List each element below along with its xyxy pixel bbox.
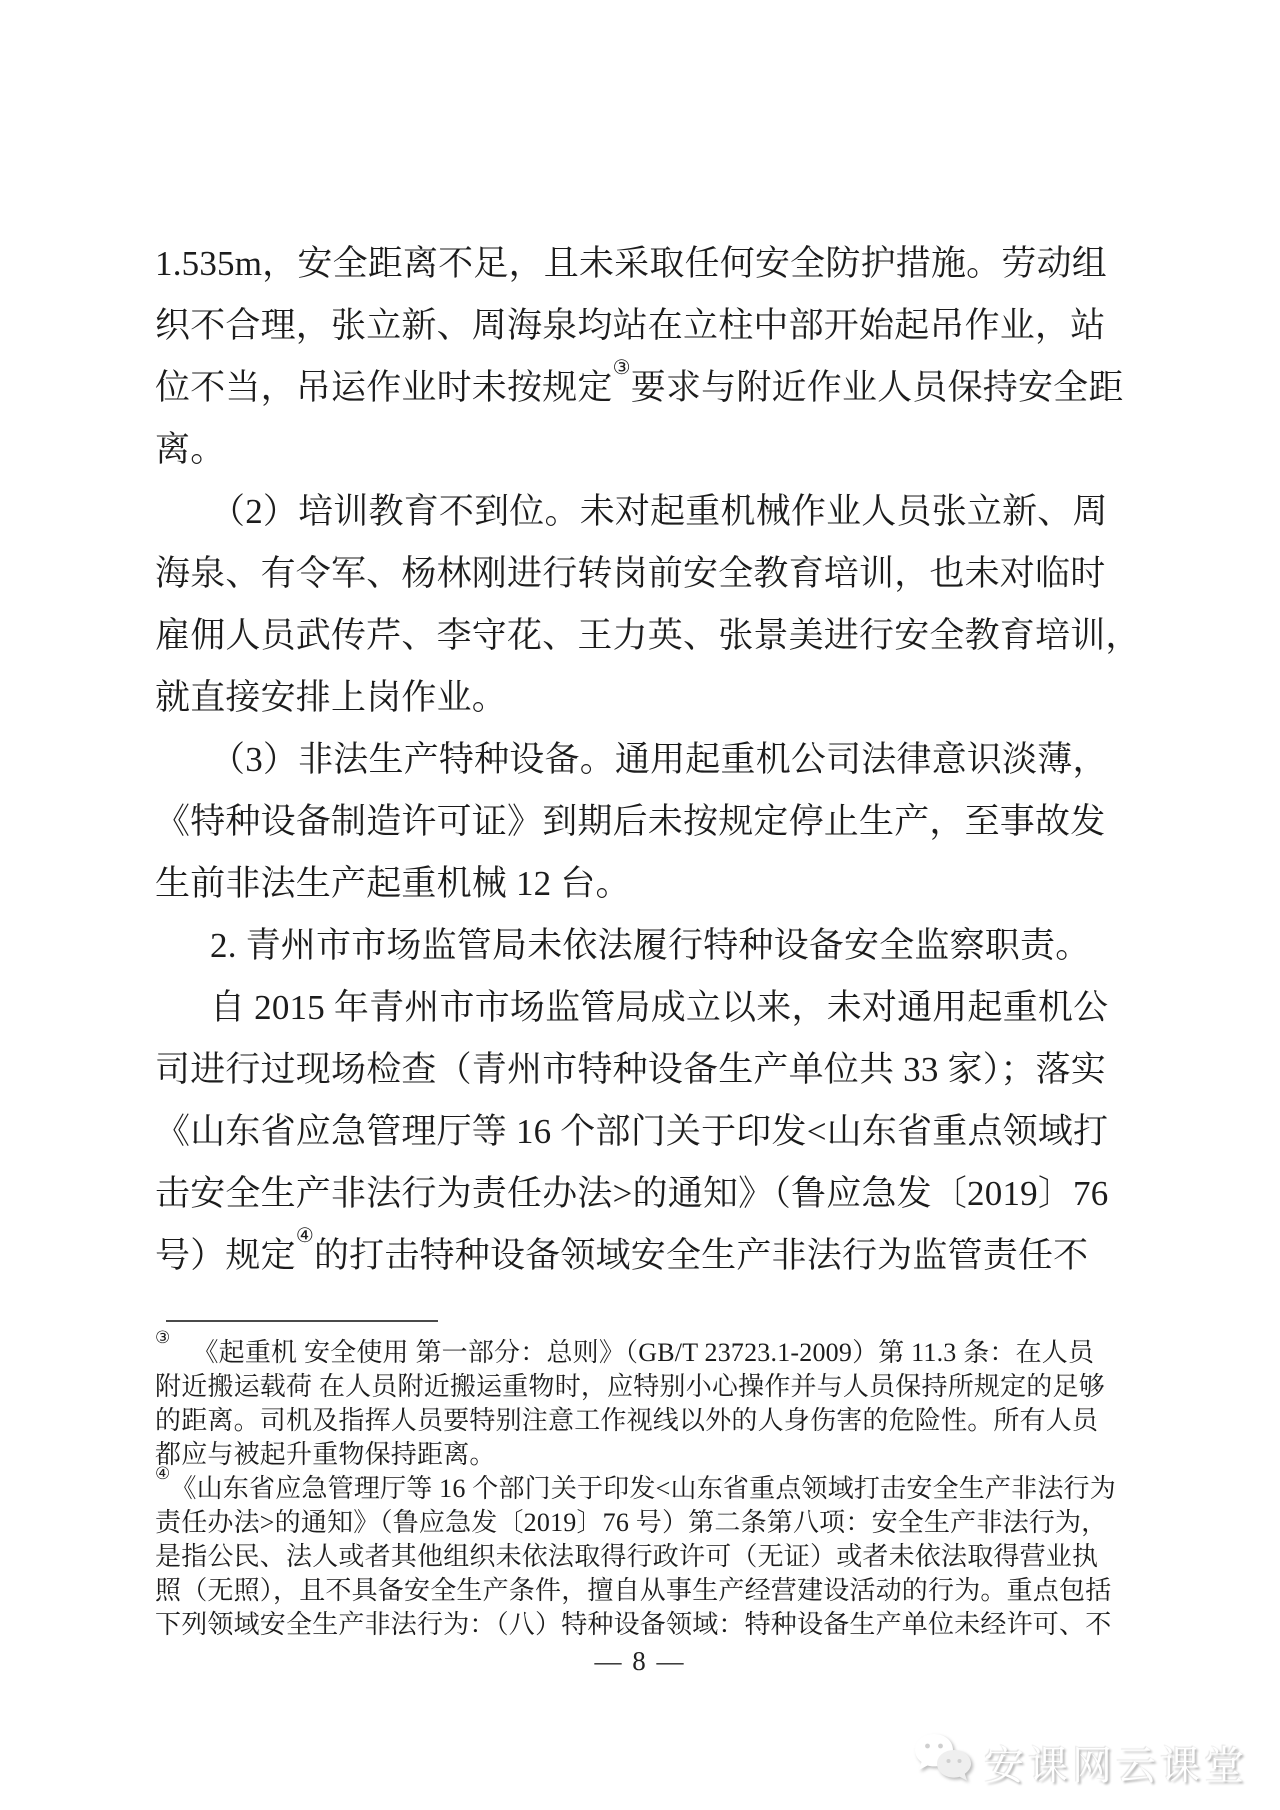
body-line: 《山东省应急管理厅等 16 个部门关于印发<山东省重点领域打 — [155, 1112, 1109, 1151]
body-line: 离。 — [155, 430, 226, 469]
body-line: 自 2015 年青州市市场监管局成立以来，未对通用起重机公 — [210, 988, 1109, 1027]
body-text — [155, 233, 1141, 1287]
footnote-line: 是指公民、法人或者其他组织未依法取得行政许可（无证）或者未依法取得营业执 — [155, 1542, 1099, 1571]
footnote-line — [155, 1328, 1115, 1370]
chat-bubbles-icon — [912, 1728, 974, 1797]
footnote-ref-3: ③ — [612, 357, 631, 380]
body-line: 1.535m，安全距离不足，且未采取任何安全防护措施。劳动组 — [155, 244, 1107, 283]
footnote-line: 都应与被起升重物保持距离。 — [155, 1440, 496, 1469]
body-line — [155, 1225, 1110, 1287]
body-line: 2. 青州市市场监管局未依法履行特种设备安全监察职责。 — [210, 926, 1091, 965]
footnotes — [155, 1328, 1116, 1642]
watermark-label: 安课网云课堂 — [984, 1744, 1248, 1788]
footnote-line: 责任办法>的通知》（鲁应急发〔2019〕76 号）第二条第八项：安全生产非法行为， — [155, 1508, 1108, 1537]
footnote-text: 《起重机 安全使用 第一部分：总则》（GB/T 23723.1-2009）第 11.3 条：在人员 — [192, 1338, 1095, 1367]
footnote-line: 附近搬运载荷 在人员附近搬运重物时，应特别小心操作并与人员保持所规定的足够 — [155, 1372, 1105, 1401]
body-line-text: 要求与附近作业人员保持安全距 — [630, 368, 1124, 407]
body-line: （3）非法生产特种设备。通用起重机公司法律意识淡薄， — [210, 740, 1108, 779]
body-line: 《特种设备制造许可证》到期后未按规定停止生产，至事故发 — [155, 802, 1106, 841]
body-line: 海泉、有令军、杨林刚进行转岗前安全教育培训，也未对临时 — [155, 554, 1106, 593]
footnote-text: 《山东省应急管理厅等 16 个部门关于印发<山东省重点领域打击安全生产非法行为 — [170, 1474, 1116, 1503]
body-line: 就直接安排上岗作业。 — [155, 678, 508, 717]
body-line: （2）培训教育不到位。未对起重机械作业人员张立新、周 — [210, 492, 1108, 531]
body-line-text: 的打击特种设备领域安全生产非法行为监管责任不 — [313, 1236, 1089, 1275]
footnote-line: 的距离。司机及指挥人员要特别注意工作视线以外的人身伤害的危险性。所有人员 — [155, 1406, 1099, 1435]
footnote-separator — [166, 1320, 438, 1322]
footnote-line — [155, 1464, 1116, 1506]
body-line: 司进行过现场检查（青州市特种设备生产单位共 33 家）；落实 — [155, 1050, 1107, 1089]
footnote-marker-3: ③ — [155, 1328, 171, 1348]
footnote-line: 照（无照），且不具备安全生产条件，擅自从事生产经营建设活动的行为。重点包括 — [155, 1576, 1112, 1605]
footnote-line: 下列领域安全生产非法行为：（八）特种设备领域：特种设备生产单位未经许可、不 — [155, 1610, 1112, 1639]
footnote-ref-4: ④ — [295, 1225, 314, 1248]
body-line-text: 号）规定 — [155, 1236, 296, 1275]
body-line: 击安全生产非法行为责任办法>的通知》（鲁应急发〔2019〕76 — [155, 1174, 1109, 1213]
body-line: 织不合理，张立新、周海泉均站在立柱中部开始起吊作业，站 — [155, 306, 1106, 345]
body-line — [155, 357, 1124, 419]
footnote-marker-4: ④ — [155, 1464, 171, 1484]
body-line: 雇佣人员武传芹、李守花、王力英、张景美进行安全教育培训， — [155, 616, 1141, 655]
page-number: — 8 — — [594, 1646, 686, 1676]
watermark — [912, 1728, 1248, 1797]
body-line: 生前非法生产起重机械 12 台。 — [155, 864, 631, 903]
body-line-text: 位不当，吊运作业时未按规定 — [155, 368, 613, 407]
